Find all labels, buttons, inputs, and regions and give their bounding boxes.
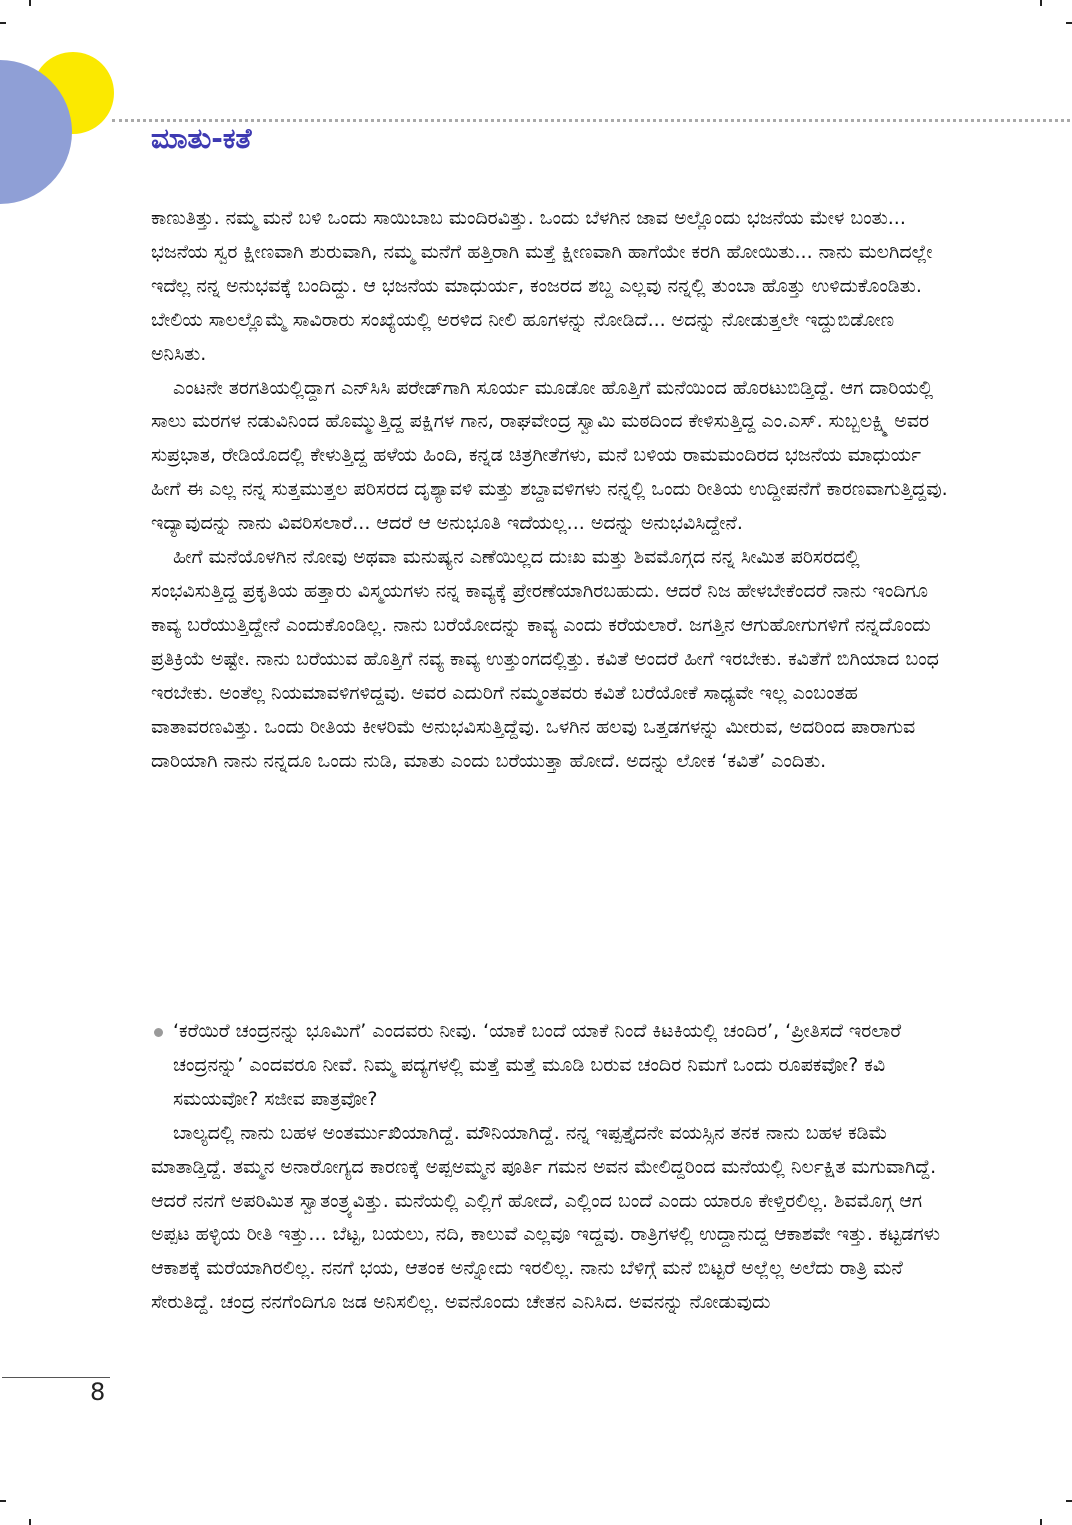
crop-mark [1040,0,1042,6]
article-body [151,202,951,778]
answer-paragraph: ಬಾಲ್ಯದಲ್ಲಿ ನಾನು ಬಹಳ ಅಂತರ್ಮುಖಿಯಾಗಿದ್ದೆ. ಮೌನಿಯಾಗಿದ್ದೆ. ನನ್ನ ಇಪ್ಪತ್ತೈದನೇ ವಯಸ್ಸಿನ ತನಕ ನಾನು ಬಹಳ ಕಡಿಮೆ ಮಾತಾಡ್ತಿದ್ದೆ. ತಮ್ಮನ ಅನಾರೋಗ್ಯದ ಕಾರಣಕ್ಕೆ ಅಪ್ಪಅಮ್ಮನ ಪೂರ್ತಿ ಗಮನ ಅವನ ಮೇಲಿದ್ದರಿಂದ ಮನೆಯಲ್ಲಿ ನಿರ್ಲಕ್ಷಿತ ಮಗುವಾಗಿದ್ದೆ. ಆದರೆ ನನಗೆ ಅಪರಿಮಿತ ಸ್ವಾತಂತ್ರ್ಯವಿತ್ತು. ಮನೆಯಲ್ಲಿ ಎಲ್ಲಿಗೆ ಹೋದೆ, ಎಲ್ಲಿಂದ ಬಂದೆ ಎಂದು ಯಾರೂ ಕೇಳ್ತಿರಲಿಲ್ಲ. ಶಿವಮೊಗ್ಗ ಆಗ ಅಪ್ಪಟ ಹಳ್ಳಿಯ ರೀತಿ ಇತ್ತು... ಬೆಟ್ಟ, ಬಯಲು, ನದಿ, ಕಾಲುವೆ ಎಲ್ಲವೂ ಇದ್ದವು. ರಾತ್ರಿಗಳಲ್ಲಿ ಉದ್ದಾನುದ್ದ ಆಕಾಶವೇ ಇತ್ತು. ಕಟ್ಟಡಗಳು ಆಕಾಶಕ್ಕೆ ಮರೆಯಾಗಿರಲಿಲ್ಲ. ನನಗೆ ಭಯ, ಆತಂಕ ಅನ್ನೋದು ಇರಲಿಲ್ಲ. ನಾನು ಬೆಳಿಗ್ಗೆ ಮನೆ ಬಿಟ್ಟರೆ ಅಲ್ಲೆಲ್ಲ ಅಲೆದು ರಾತ್ರಿ ಮನೆ ಸೇರುತಿದ್ದೆ. ಚಂದ್ರ ನನಗೆಂದಿಗೂ ಜಡ ಅನಿಸಲಿಲ್ಲ. ಅವನೊಂದು ಚೇತನ ಎನಿಸಿದ. ಅವನನ್ನು ನೋಡುವುದು [151,1121,941,1314]
crop-mark [0,22,6,24]
crop-mark [0,1500,6,1502]
header-dotted-rule [112,119,1070,122]
interview-question [151,1015,951,1117]
question-text: ‘ಕರೆಯಿರೆ ಚಂದ್ರನನ್ನು ಭೂಮಿಗೆ’ ಎಂದವರು ನೀವು. ‘ಯಾಕೆ ಬಂದೆ ಯಾಕೆ ನಿಂದೆ ಕಿಟಕಿಯಲ್ಲಿ ಚಂದಿರ’, ‘ಪ್ರೀತಿಸದೆ ಇರಲಾರೆ ಚಂದ್ರನನ್ನು’ ಎಂದವರೂ ನೀವೆ. ನಿಮ್ಮ ಪದ್ಯಗಳಲ್ಲಿ ಮತ್ತೆ ಮತ್ತೆ ಮೂಡಿ ಬರುವ ಚಂದಿರ ನಿಮಗೆ ಒಂದು ರೂಪಕವೋ? ಕವಿ ಸಮಯವೋ? ಸಜೀವ ಪಾತ್ರವೋ? [173,1020,902,1110]
crop-mark [29,0,31,6]
interview-block [151,1015,951,1320]
crop-mark [1040,1519,1042,1525]
crop-mark [1066,22,1072,24]
crop-mark [29,1519,31,1525]
bullet-icon [154,1028,163,1037]
crop-mark [1066,1500,1072,1502]
page-number: 8 [90,1378,106,1406]
body-paragraph: ಕಾಣುತಿತ್ತು. ನಮ್ಮ ಮನೆ ಬಳಿ ಒಂದು ಸಾಯಿಬಾಬ ಮಂದಿರವಿತ್ತು. ಒಂದು ಬೆಳಗಿನ ಜಾವ ಅಲ್ಲೊಂದು ಭಜನೆಯ ಮೇಳ ಬಂತು... ಭಜನೆಯ ಸ್ವರ ಕ್ಷೀಣವಾಗಿ ಶುರುವಾಗಿ, ನಮ್ಮ ಮನೆಗೆ ಹತ್ತಿರಾಗಿ ಮತ್ತೆ ಕ್ಷೀಣವಾಗಿ ಹಾಗೆಯೇ ಕರಗಿ ಹೋಯಿತು... ನಾನು ಮಲಗಿದಲ್ಲೇ ಇದೆಲ್ಲ ನನ್ನ ಅನುಭವಕ್ಕೆ ಬಂದಿದ್ದು. ಆ ಭಜನೆಯ ಮಾಧುರ್ಯ, ಕಂಜರದ ಶಬ್ದ ಎಲ್ಲವು ನನ್ನಲ್ಲಿ ತುಂಬಾ ಹೊತ್ತು ಉಳಿದುಕೊಂಡಿತು. ಬೇಲಿಯ ಸಾಲಲ್ಲೊಮ್ಮೆ ಸಾವಿರಾರು ಸಂಖ್ಯೆಯಲ್ಲಿ ಅರಳಿದ ನೀಲಿ ಹೂಗಳನ್ನು ನೋಡಿದೆ... ಅದನ್ನು ನೋಡುತ್ತಲೇ ಇದ್ದುಬಿಡೋಣ ಅನಿಸಿತು. [151,207,933,365]
body-paragraph: ಎಂಟನೇ ತರಗತಿಯಲ್ಲಿದ್ದಾಗ ಎನ್‌ಸಿಸಿ ಪರೇಡ್‌ಗಾಗಿ ಸೂರ್ಯ ಮೂಡೋ ಹೊತ್ತಿಗೆ ಮನೆಯಿಂದ ಹೊರಟುಬಿಡ್ತಿದ್ದೆ. ಆಗ ದಾರಿಯಲ್ಲಿ ಸಾಲು ಮರಗಳ ನಡುವಿನಿಂದ ಹೊಮ್ಮುತ್ತಿದ್ದ ಪಕ್ಷಿಗಳ ಗಾನ, ರಾಘವೇಂದ್ರ ಸ್ವಾಮಿ ಮಠದಿಂದ ಕೇಳಿಸುತ್ತಿದ್ದ ಎಂ.ಎಸ್. ಸುಬ್ಬಲಕ್ಷ್ಮಿ ಅವರ ಸುಪ್ರಭಾತ, ರೇಡಿಯೊದಲ್ಲಿ ಕೇಳುತ್ತಿದ್ದ ಹಳೆಯ ಹಿಂದಿ, ಕನ್ನಡ ಚಿತ್ರಗೀತೆಗಳು, ಮನೆ ಬಳಿಯ ರಾಮಮಂದಿರದ ಭಜನೆಯ ಮಾಧುರ್ಯ ಹೀಗೆ ಈ ಎಲ್ಲ ನನ್ನ ಸುತ್ತಮುತ್ತಲ ಪರಿಸರದ ದೃಶ್ಯಾವಳಿ ಮತ್ತು ಶಬ್ದಾವಳಿಗಳು ನನ್ನಲ್ಲಿ ಒಂದು ರೀತಿಯ ಉದ್ದೀಪನೆಗೆ ಕಾರಣವಾಗುತ್ತಿದ್ದವು. ಇದ್ಯಾವುದನ್ನು ನಾನು ವಿವರಿಸಲಾರೆ... ಆದರೆ ಆ ಅನುಭೂತಿ ಇದೆಯಲ್ಲ... ಅದನ್ನು ಅನುಭವಿಸಿದ್ದೇನೆ. [151,376,948,535]
body-paragraph: ಹೀಗೆ ಮನೆಯೊಳಗಿನ ನೋವು ಅಥವಾ ಮನುಷ್ಯನ ಎಣೆಯಿಲ್ಲದ ದುಃಖ ಮತ್ತು ಶಿವಮೊಗ್ಗದ ನನ್ನ ಸೀಮಿತ ಪರಿಸರದಲ್ಲಿ ಸಂಭವಿಸುತ್ತಿದ್ದ ಪ್ರಕೃತಿಯ ಹತ್ತಾರು ವಿಸ್ಮಯಗಳು ನನ್ನ ಕಾವ್ಯಕ್ಕೆ ಪ್ರೇರಣೆಯಾಗಿರಬಹುದು. ಆದರೆ ನಿಜ ಹೇಳಬೇಕೆಂದರೆ ನಾನು ಇಂದಿಗೂ ಕಾವ್ಯ ಬರೆಯುತ್ತಿದ್ದೇನೆ ಎಂದುಕೊಂಡಿಲ್ಲ. ನಾನು ಬರೆಯೋದನ್ನು ಕಾವ್ಯ ಎಂದು ಕರೆಯಲಾರೆ. ಜಗತ್ತಿನ ಆಗುಹೋಗುಗಳಿಗೆ ನನ್ನದೊಂದು ಪ್ರತಿಕ್ರಿಯೆ ಅಷ್ಟೇ. ನಾನು ಬರೆಯುವ ಹೊತ್ತಿಗೆ ನವ್ಯ ಕಾವ್ಯ ಉತ್ತುಂಗದಲ್ಲಿತ್ತು. ಕವಿತೆ ಅಂದರೆ ಹೀಗೆ ಇರಬೇಕು. ಕವಿತೆಗೆ ಬಿಗಿಯಾದ ಬಂಧ ಇರಬೇಕು. ಅಂತೆಲ್ಲ ನಿಯಮಾವಳಿಗಳಿದ್ದವು. ಅವರ ಎದುರಿಗೆ ನಮ್ಮಂತವರು ಕವಿತೆ ಬರೆಯೋಕೆ ಸಾಧ್ಯವೇ ಇಲ್ಲ ಎಂಬಂತಹ ವಾತಾವರಣವಿತ್ತು. ಒಂದು ರೀತಿಯ ಕೀಳರಿಮೆ ಅನುಭವಿಸುತ್ತಿದ್ದೆವು. ಒಳಗಿನ ಹಲವು ಒತ್ತಡಗಳನ್ನು ಮೀರುವ, ಅದರಿಂದ ಪಾರಾಗುವ ದಾರಿಯಾಗಿ ನಾನು ನನ್ನದೂ ಒಂದು ನುಡಿ, ಮಾತು ಎಂದು ಬರೆಯುತ್ತಾ ಹೋದೆ. ಅದನ್ನು ಲೋಕ ‘ಕವಿತೆ’ ಎಂದಿತು. [151,546,939,772]
section-title: ಮಾತು-ಕತೆ [151,122,252,155]
